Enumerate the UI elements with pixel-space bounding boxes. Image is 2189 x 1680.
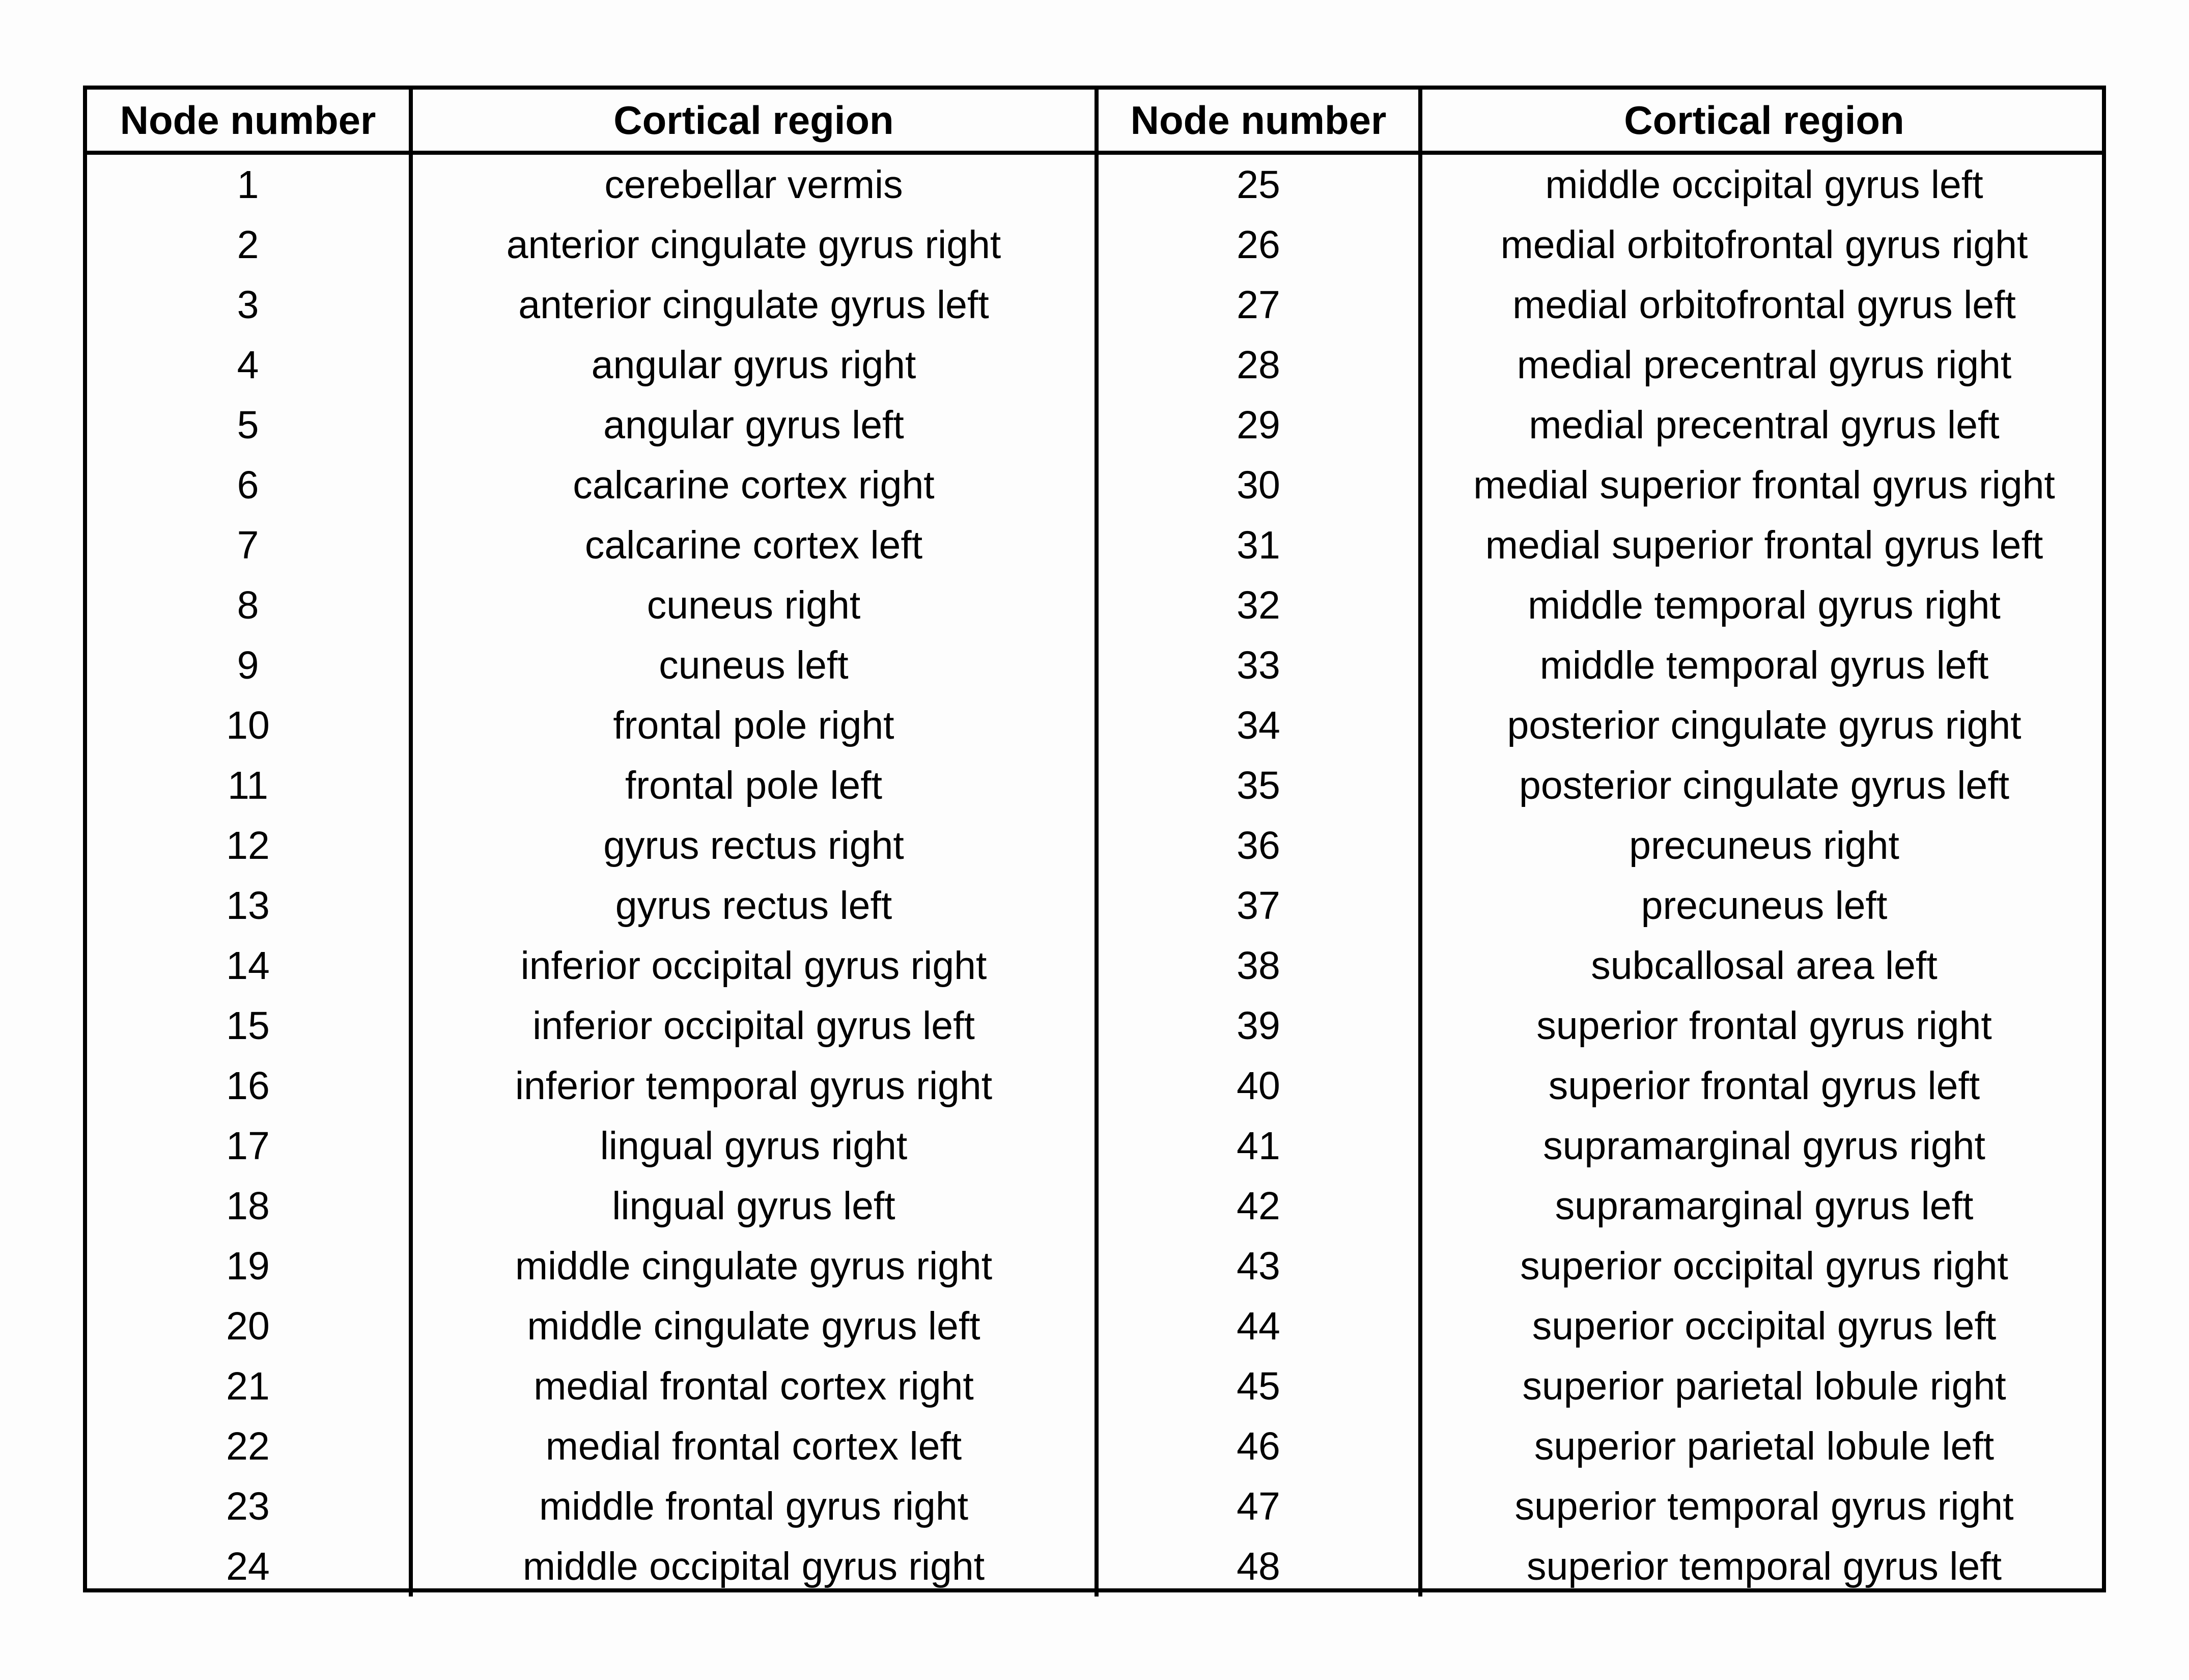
table-row <box>87 1116 2106 1176</box>
node-number-right-cell: 43 <box>1097 1236 1420 1296</box>
node-number-right-cell: 47 <box>1097 1476 1420 1536</box>
table-row <box>87 996 2106 1056</box>
node-number-left-cell: 12 <box>87 816 411 876</box>
node-number-right-cell: 32 <box>1097 575 1420 635</box>
node-number-left-cell: 15 <box>87 996 411 1056</box>
cortical-region-right-cell: middle temporal gyrus right <box>1528 583 2001 627</box>
cortical-region-right-cell: medial precentral gyrus left <box>1529 403 2000 447</box>
node-table-frame <box>83 86 2106 1592</box>
node-number-left-cell: 13 <box>87 876 411 936</box>
table-row <box>87 455 2106 515</box>
node-number-left-cell: 23 <box>87 1476 411 1536</box>
cortical-region-right-cell: medial superior frontal gyrus right <box>1473 463 2055 507</box>
node-number-left-cell: 19 <box>87 1236 411 1296</box>
node-number-left-cell: 3 <box>87 275 411 335</box>
cortical-region-left-cell: calcarine cortex left <box>411 515 1097 575</box>
node-number-left-cell: 8 <box>87 575 411 635</box>
cortical-region-left-cell: calcarine cortex right <box>411 455 1097 515</box>
table-row <box>87 876 2106 936</box>
node-number-left-cell: 9 <box>87 635 411 695</box>
cortical-region-right-cell: middle temporal gyrus left <box>1539 643 1989 687</box>
table-row <box>87 695 2106 755</box>
node-number-right-cell: 31 <box>1097 515 1420 575</box>
cortical-region-left-cell: gyrus rectus left <box>411 876 1097 936</box>
node-number-left-cell: 5 <box>87 395 411 455</box>
node-number-right-cell: 25 <box>1097 153 1420 215</box>
cortical-region-right-cell: superior parietal lobule right <box>1522 1364 2006 1408</box>
cortical-region-left-cell: cuneus right <box>411 575 1097 635</box>
cortical-region-left-cell: anterior cingulate gyrus left <box>411 275 1097 335</box>
cortical-region-left-cell: middle occipital gyrus right <box>411 1536 1097 1597</box>
cortical-region-right-cell: superior temporal gyrus left <box>1527 1544 2002 1588</box>
header-node-number-right: Node number <box>1097 90 1420 153</box>
cortical-region-left-cell: lingual gyrus left <box>411 1176 1097 1236</box>
table-header <box>87 90 2106 153</box>
table-row <box>87 1356 2106 1416</box>
table-row <box>87 1236 2106 1296</box>
table-row <box>87 275 2106 335</box>
table-row <box>87 816 2106 876</box>
cortical-region-right-cell: posterior cingulate gyrus left <box>1519 763 2009 807</box>
node-number-right-cell: 26 <box>1097 215 1420 275</box>
table-row <box>87 1536 2106 1597</box>
node-number-right-cell: 42 <box>1097 1176 1420 1236</box>
cortical-region-left-cell: middle cingulate gyrus left <box>411 1296 1097 1356</box>
node-number-right-cell: 35 <box>1097 755 1420 816</box>
node-region-table <box>87 90 2106 1597</box>
cortical-region-right-cell: medial superior frontal gyrus left <box>1485 523 2043 567</box>
node-number-left-cell: 1 <box>87 153 411 215</box>
node-number-left-cell: 18 <box>87 1176 411 1236</box>
table-row <box>87 1416 2106 1476</box>
node-number-right-cell: 40 <box>1097 1056 1420 1116</box>
node-number-left-cell: 14 <box>87 936 411 996</box>
node-number-right-cell: 33 <box>1097 635 1420 695</box>
node-number-left-cell: 6 <box>87 455 411 515</box>
cortical-region-right-cell: superior temporal gyrus right <box>1514 1484 2014 1528</box>
node-number-right-cell: 45 <box>1097 1356 1420 1416</box>
cortical-region-right-cell: superior frontal gyrus left <box>1548 1063 1980 1108</box>
cortical-region-left-cell: cerebellar vermis <box>411 153 1097 215</box>
table-row <box>87 335 2106 395</box>
cortical-region-left-cell: cuneus left <box>411 635 1097 695</box>
cortical-region-left-cell: anterior cingulate gyrus right <box>411 215 1097 275</box>
cortical-region-right-cell: subcallosal area left <box>1591 943 1938 988</box>
cortical-region-right-cell: middle occipital gyrus left <box>1545 162 1983 207</box>
node-number-left-cell: 22 <box>87 1416 411 1476</box>
node-number-left-cell: 24 <box>87 1536 411 1597</box>
cortical-region-right-cell: supramarginal gyrus right <box>1543 1124 1985 1168</box>
node-number-left-cell: 2 <box>87 215 411 275</box>
node-number-left-cell: 17 <box>87 1116 411 1176</box>
cortical-region-left-cell: inferior occipital gyrus left <box>411 996 1097 1056</box>
table-row <box>87 936 2106 996</box>
cortical-region-left-cell: angular gyrus right <box>411 335 1097 395</box>
node-number-left-cell: 16 <box>87 1056 411 1116</box>
cortical-region-right-cell: superior parietal lobule left <box>1534 1424 1995 1468</box>
node-number-right-cell: 36 <box>1097 816 1420 876</box>
cortical-region-right-cell: precuneus right <box>1629 823 1899 867</box>
table-row <box>87 1296 2106 1356</box>
node-number-right-cell: 29 <box>1097 395 1420 455</box>
cortical-region-left-cell: inferior occipital gyrus right <box>411 936 1097 996</box>
node-number-right-cell: 37 <box>1097 876 1420 936</box>
cortical-region-left-cell: gyrus rectus right <box>411 816 1097 876</box>
cortical-region-right-cell: superior occipital gyrus left <box>1532 1304 1997 1348</box>
table-row <box>87 395 2106 455</box>
node-number-left-cell: 21 <box>87 1356 411 1416</box>
cortical-region-right-cell: superior frontal gyrus right <box>1536 1003 1992 1048</box>
cortical-region-left-cell: inferior temporal gyrus right <box>411 1056 1097 1116</box>
table-row <box>87 215 2106 275</box>
table-body <box>87 153 2106 1597</box>
table-row <box>87 755 2106 816</box>
table-row <box>87 1056 2106 1116</box>
node-number-left-cell: 7 <box>87 515 411 575</box>
header-node-number-left: Node number <box>87 90 411 153</box>
cortical-region-left-cell: medial frontal cortex left <box>411 1416 1097 1476</box>
cortical-region-left-cell: frontal pole right <box>411 695 1097 755</box>
cortical-region-right-cell: superior occipital gyrus right <box>1520 1244 2008 1288</box>
header-row <box>87 90 2106 153</box>
node-number-right-cell: 44 <box>1097 1296 1420 1356</box>
node-number-right-cell: 30 <box>1097 455 1420 515</box>
cortical-region-right-cell: medial orbitofrontal gyrus right <box>1500 222 2028 267</box>
cortical-region-left-cell: frontal pole left <box>411 755 1097 816</box>
node-number-right-cell: 46 <box>1097 1416 1420 1476</box>
cortical-region-right-cell: supramarginal gyrus left <box>1555 1184 1974 1228</box>
cortical-region-right-cell: medial precentral gyrus right <box>1517 343 2012 387</box>
cortical-region-left-cell: lingual gyrus right <box>411 1116 1097 1176</box>
node-number-left-cell: 20 <box>87 1296 411 1356</box>
node-number-left-cell: 10 <box>87 695 411 755</box>
table-row <box>87 153 2106 215</box>
cortical-region-right-cell: medial orbitofrontal gyrus left <box>1512 283 2016 327</box>
header-cortical-region-right: Cortical region <box>1420 90 2106 153</box>
node-number-right-cell: 38 <box>1097 936 1420 996</box>
cortical-region-left-cell: medial frontal cortex right <box>411 1356 1097 1416</box>
cortical-region-left-cell: middle frontal gyrus right <box>411 1476 1097 1536</box>
table-row <box>87 575 2106 635</box>
node-number-right-cell: 34 <box>1097 695 1420 755</box>
node-number-right-cell: 48 <box>1097 1536 1420 1597</box>
header-cortical-region-left: Cortical region <box>411 90 1097 153</box>
table-row <box>87 1476 2106 1536</box>
cortical-region-right-cell: posterior cingulate gyrus right <box>1507 703 2022 747</box>
node-number-right-cell: 27 <box>1097 275 1420 335</box>
cortical-region-right-cell: precuneus left <box>1641 883 1888 928</box>
node-number-left-cell: 11 <box>87 755 411 816</box>
table-row <box>87 515 2106 575</box>
node-number-right-cell: 39 <box>1097 996 1420 1056</box>
cortical-region-left-cell: middle cingulate gyrus right <box>411 1236 1097 1296</box>
node-number-right-cell: 28 <box>1097 335 1420 395</box>
table-row <box>87 635 2106 695</box>
node-number-left-cell: 4 <box>87 335 411 395</box>
node-number-right-cell: 41 <box>1097 1116 1420 1176</box>
table-row <box>87 1176 2106 1236</box>
cortical-region-left-cell: angular gyrus left <box>411 395 1097 455</box>
